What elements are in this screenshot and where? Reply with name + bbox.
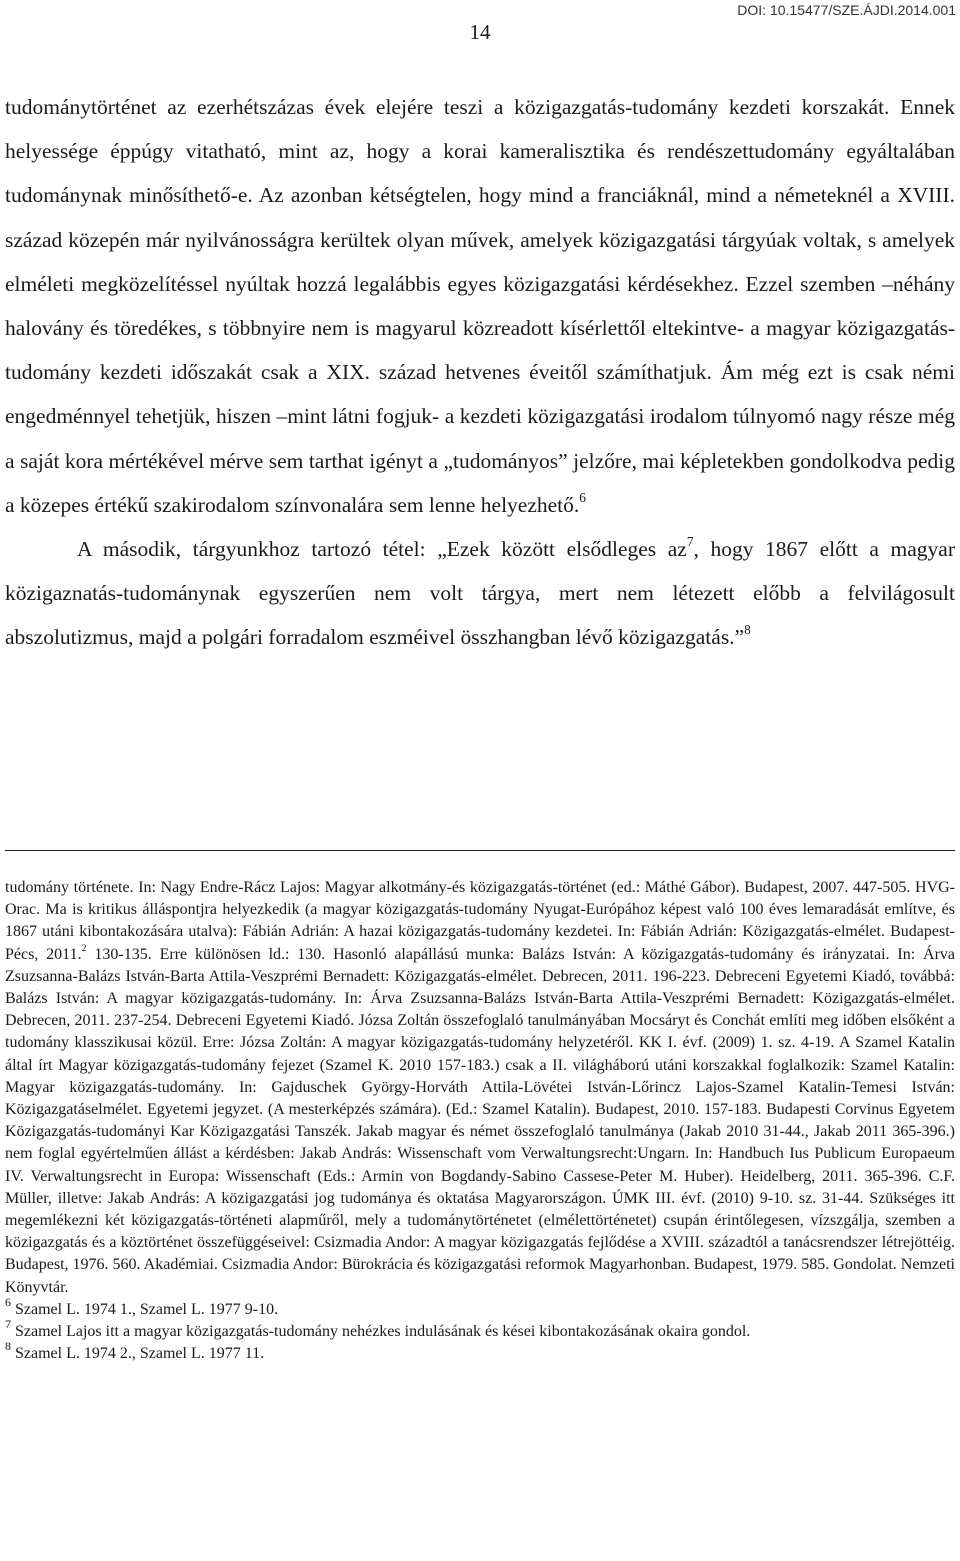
- footnote-text: Szamel L. 1974 2., Szamel L. 1977 11.: [15, 1345, 265, 1363]
- footnote-text: Szamel Lajos itt a magyar közigazgatás-tudomány nehézkes indulásának és kései kibontakozásának okaira gondol.: [15, 1323, 751, 1341]
- footnote-number: 6: [5, 1294, 11, 1309]
- footnote-text: 130-135. Erre különösen ld.: 130. Hasonló alapállású munka: Balázs István: A közigazgatás-tudomány és irányzatai. In: Árva Zsuzsanna-Balázs István-Barta Attila-Veszprémi Bernadett: Közigazgatás-elmélet. Debrecen, 2011. 196-223. Debreceni Egyetemi Kiadó, továbbá: Balázs István: A magyar közigazgatás-tudomány. In: Árva Zsuzsanna-Balázs István-Barta Attila-Veszprémi Bernadett: Közigazgatás-elmélet. Debrecen, 2011. 237-254. Debreceni Egyetemi Kiadó. Józsa Zoltán összefoglaló tanulmányában Mocsáryt és Conchát említi meg időben elsőként a tudomány klasszikusai közül. Erre: Józsa Zoltán: A magyar közigazgatás-tudomány helyzetéről. KK I. évf. (2009) 1. sz. 4-19. A Szamel Katalin által írt Magyar közigazgatás-tudomány fejezet (Szamel K. 2010 157-183.) csak a II. világháború utáni korszakkal foglalkozik: Szamel Katalin: Magyar közigazgatás-tudomány. In: Gajduschek György-Horváth Attila-Lövétei István-Lőrincz Lajos-Szamel Katalin-Temesi István: Közigazgatáselmélet. Egyetemi jegyzet. (A mesterképzés számára). (Ed.: Szamel Katalin). Budapest, 2010. 157-183. Budapesti Corvinus Egyetem Közigazgatás-tudományi Kar Közigazgatási Tanszék. Jakab magyar és német összefoglaló tanulmánya (Jakab 2010 31-44., Jakab 2011 365-396.) nem foglal egyértelműen állást a kérdésben: Jakab András: Wissenschaft vom Verwaltungsrecht:Ungarn. In: Handbuch Ius Publicum Europaeum IV. Verwaltungsrecht in Europa: Wissenschaft (Eds.: Armin von Bogdandy-Sabino Cassese-Peter M. Huber). Heidelberg, 2011. 365-396. C.F. Müller, illetve: Jakab András: A közigazgatási jog tudománya és oktatása Magyarországon. ÚMK III. évf. (2010) 9-10. sz. 31-44. Szükséges itt megemlékezni két közigazgatás-történeti alapműről, mely a tudománytörténetet (elmélettörténetet) csupán érintőlegesen, vízszgálja, szemben a közigazgatás és a köztörténet összefüggéseivel: Csizmadia Andor: A magyar közigazgatás fejlődése a XVIII. századtól a tanácsrendszer létrejöttéig. Budapest, 1976. 560. Akadémiai. Csizmadia Andor: Bürokrácia és közigazgatási reformok Magyarhonban. Budapest, 1979. 585. Gondolat. Nemzeti Könyvtár.: [5, 945, 956, 1296]
- paragraph-text: , hogy 1867 előtt a magyar közigaznatás-tudománynak egyszerűen nem volt tárgya, mert nem létezett előbb a felvilágosult abszolutizmus, majd a polgári forradalom eszméivel összhangban lévő közigazgatás.”: [5, 537, 955, 650]
- footnote-text: tudomány története. In: Nagy Endre-Rácz Lajos: Magyar alkotmány-és közigazgatás-történet (ed.: Máthé Gábor). Budapest, 2007. 447-505. HVG-Orac. Ma is kritikus álláspontjra helyezkedik (a magyar közigazgatás-tudomány Nyugat-Európához képest való 100 éves lemaradását említve, és 1867 utáni kibontakozására utalva): Fábián Adrián: A hazai közigazgatás-tudomány kezdetei. In: Fábián Adrián: Közigazgatás-elmélet. Budapest-Pécs, 2011.: [5, 879, 955, 963]
- page-number: 14: [469, 20, 491, 44]
- paragraph-text: A második, tárgyunkhoz tartozó tétel: „Ezek között elsődleges az: [77, 537, 687, 562]
- footnote-reference[interactable]: 7: [686, 533, 694, 549]
- footnote-7: [5, 1316, 955, 1343]
- footnote-reference[interactable]: 8: [744, 622, 751, 638]
- footnote-number: 7: [5, 1316, 11, 1331]
- doi-label: DOI: 10.15477/SZE.ÁJDI.2014.001: [737, 2, 956, 18]
- footnote-6: [5, 1294, 955, 1321]
- footnote-text: Szamel L. 1974 1., Szamel L. 1977 9-10.: [15, 1300, 279, 1318]
- footnote-8: [5, 1339, 955, 1365]
- paragraph: [5, 527, 955, 660]
- paragraph: [5, 85, 955, 527]
- footnotes-section: [5, 877, 955, 1365]
- footnote-number: 8: [5, 1339, 11, 1354]
- paragraph-text: tudománytörténet az ezerhétszázas évek elejére teszi a közigazgatás-tudomány kezdeti korszakát. Ennek helyessége éppúgy vitatható, mint az, hogy a korai kameralisztika és rendészettudomány egyáltalában tudománynak minősíthető-e. Az azonban kétségtelen, hogy mind a franciáknál, mind a németeknél a XVIII. század közepén már nyilvánosságra kerültek olyan művek, amelyek közigazgatási tárgyúak voltak, s amelyek elméleti megközelítéssel nyúltak hozzá legalábbis egyes közigazgatási kérdésekhez. Ezzel szemben –néhány halovány és töredékes, s többnyire nem is magyarul közreadott kísérlettől eltekintve- a magyar közigazgatás-tudomány kezdeti időszakát csak a XIX. század hetvenes éveitől számíthatjuk. Ám még ezt is csak némi engedménnyel tehetjük, hiszen –mint látni fogjuk- a kezdeti közigazgatási irodalom túlnyomó nagy része még a saját kora mértékével mérve sem tarthat igényt a „tudományos” jelzőre, mai képletekben gondolkodva pedig a közepes értékű szakirodalom színvonalára sem lenne helyezhető.: [5, 95, 955, 517]
- footnote-reference[interactable]: 6: [579, 489, 586, 505]
- footnote-inline-ref: 2: [81, 942, 87, 954]
- main-text: [5, 85, 955, 660]
- footnote-separator: [5, 850, 955, 851]
- footnote-continuation: [5, 877, 955, 1299]
